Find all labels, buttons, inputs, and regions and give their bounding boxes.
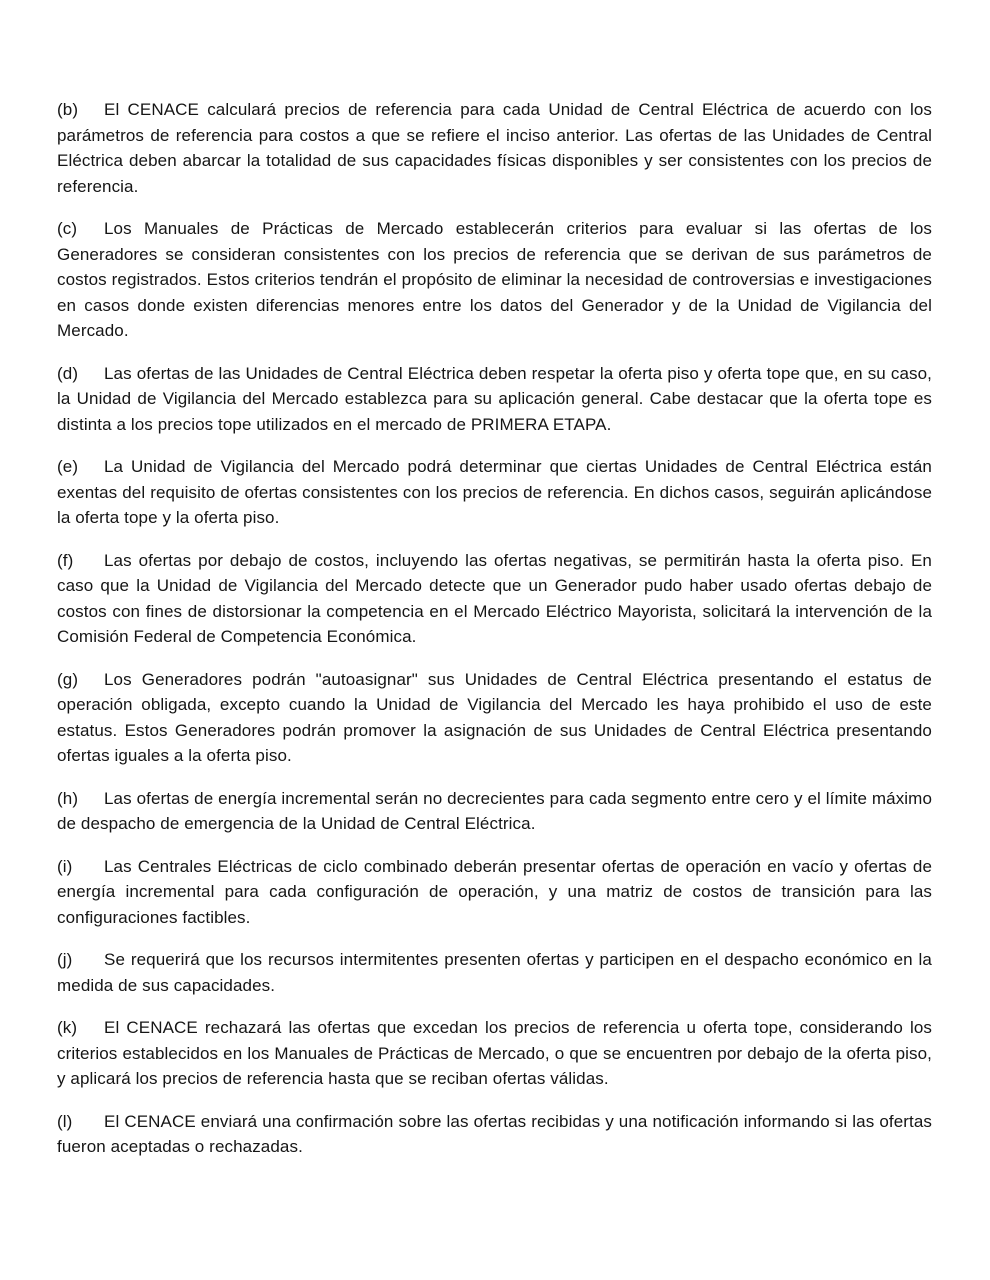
paragraph-text: Los Generadores podrán "autoasignar" sus Unidades de Central Eléctrica presentando el estatus de operación obligada, excepto cuando la Unidad de Vigilancia del Mercado les haya prohibido el uso de este estatus. Estos Generadores podrán promover la asignación de sus Unidades de Central Eléctrica presentando ofertas iguales a la oferta piso. [57, 669, 932, 765]
paragraph-g [57, 667, 932, 769]
paragraph-b [57, 97, 932, 199]
paragraph-k [57, 1015, 932, 1092]
paragraph-label: (h) [57, 788, 79, 808]
paragraph-label: (j) [57, 950, 73, 969]
paragraph-f [57, 548, 932, 650]
paragraph-label: (b) [57, 100, 79, 119]
paragraph-i [57, 854, 932, 931]
paragraph-label: (d) [57, 363, 79, 383]
paragraph-text: Se requerirá que los recursos intermitentes presenten ofertas y participen en el despacho económico en la medida de sus capacidades. [57, 950, 932, 995]
paragraph-text: El CENACE calculará precios de referencia para cada Unidad de Central Eléctrica de acuerdo con los parámetros de referencia para costos a que se refiere el inciso anterior. Las ofertas de las Unidades de Central Eléctrica deben abarcar la totalidad de sus capacidades físicas disponibles y ser consistentes con los precios de referencia. [57, 100, 932, 196]
paragraph-text: El CENACE enviará una confirmación sobre las ofertas recibidas y una notificación informando si las ofertas fueron aceptadas o rechazadas. [57, 1111, 932, 1156]
paragraph-e [57, 454, 932, 531]
paragraph-d [57, 361, 932, 438]
paragraph-text: La Unidad de Vigilancia del Mercado podrá determinar que ciertas Unidades de Central Eléctrica están exentas del requisito de ofertas consistentes con los precios de referencia. En dichos casos, seguirán aplicándose la oferta tope y la oferta piso. [57, 457, 932, 527]
paragraph-label: (e) [57, 457, 79, 476]
paragraph-j [57, 947, 932, 998]
paragraph-text: Las ofertas de energía incremental serán no decrecientes para cada segmento entre cero y el límite máximo de despacho de emergencia de la Unidad de Central Eléctrica. [57, 788, 932, 833]
paragraph-text: El CENACE rechazará las ofertas que excedan los precios de referencia u oferta tope, considerando los criterios establecidos en los Manuales de Prácticas de Mercado, o que se encuentren por debajo de la oferta piso, y aplicará los precios de referencia hasta que se reciban ofertas válidas. [57, 1018, 932, 1088]
paragraph-label: (c) [57, 219, 78, 238]
paragraph-label: (i) [57, 856, 73, 876]
paragraph-label: (f) [57, 550, 74, 570]
paragraph-c [57, 216, 932, 344]
paragraph-label: (k) [57, 1018, 78, 1037]
paragraph-label: (l) [57, 1111, 73, 1131]
paragraph-h [57, 786, 932, 837]
paragraph-text: Los Manuales de Prácticas de Mercado establecerán criterios para evaluar si las ofertas de los Generadores se consideran consistentes con los precios de referencia que se derivan de sus parámetros de costos registrados. Estos criterios tendrán el propósito de eliminar la necesidad de controversias e investigaciones en casos donde existen diferencias menores entre los datos del Generador y de la Unidad de Vigilancia del Mercado. [57, 219, 932, 340]
paragraph-text: Las ofertas de las Unidades de Central Eléctrica deben respetar la oferta piso y oferta tope que, en su caso, la Unidad de Vigilancia del Mercado establezca para su aplicación general. Cabe destacar que la oferta tope es distinta a los precios tope utilizados en el mercado de PRIMERA ETAPA. [57, 363, 932, 434]
paragraph-text: Las Centrales Eléctricas de ciclo combinado deberán presentar ofertas de operación en vacío y ofertas de energía incremental para cada configuración de operación, y una matriz de costos de transición para las configuraciones factibles. [57, 856, 932, 927]
paragraph-label: (g) [57, 669, 79, 689]
paragraph-text: Las ofertas por debajo de costos, incluyendo las ofertas negativas, se permitirán hasta la oferta piso. En caso que la Unidad de Vigilancia del Mercado detecte que un Generador pudo haber usado ofertas debajo de costos con fines de distorsionar la competencia en el Mercado Eléctrico Mayorista, solicitará la intervención de la Comisión Federal de Competencia Económica. [57, 550, 932, 646]
paragraph-l [57, 1109, 932, 1160]
